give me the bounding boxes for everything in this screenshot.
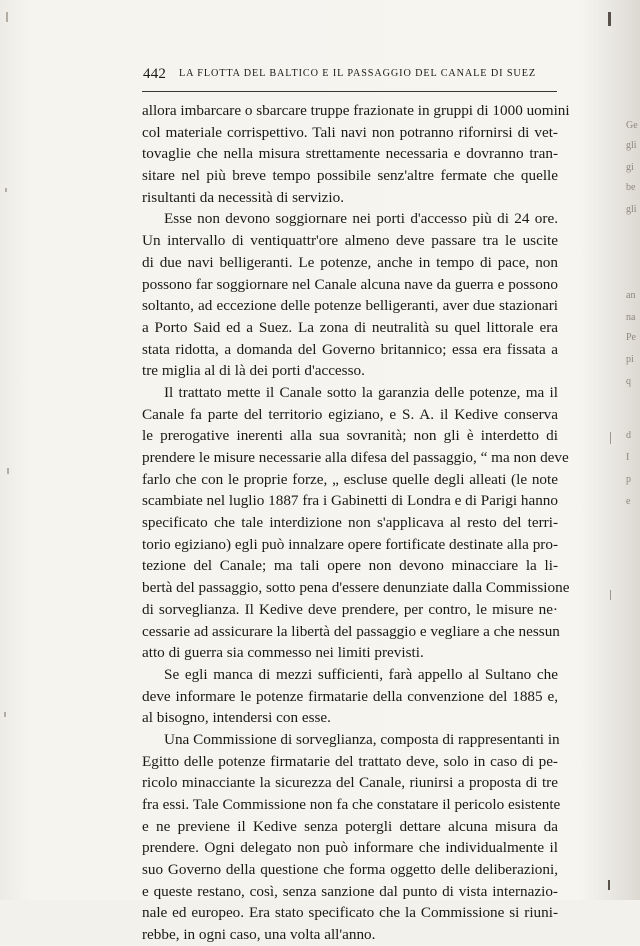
body-text <box>142 100 570 946</box>
text-line: farlo che con le proprie forze, „ escluse quelle degli alleati (le note <box>142 470 558 488</box>
bleed-fragment: Ge <box>626 120 638 131</box>
text-line: atto di guerra sia commesso nei limiti previsti. <box>142 644 424 662</box>
bleed-fragment: gli <box>626 140 637 151</box>
bleed-fragment: d <box>626 430 631 441</box>
text-line: di due navi belligeranti. Le potenze, anche in tempo di pace, non <box>142 253 558 271</box>
text-line: nale ed europeo. Era stato specificato che la Commissione si riuni- <box>142 904 558 922</box>
bleed-fragment: pi <box>626 354 634 365</box>
text-line: di sorveglianza. Il Kedive deve prendere, per contro, le misure ne· <box>142 600 558 618</box>
text-line: ricolo minacciante la sicurezza del Canale, riunirsi a proposta di tre <box>142 774 558 792</box>
bleed-fragment: be <box>626 182 636 193</box>
text-line: risultanti da necessità di servizio. <box>142 188 345 206</box>
text-line: Egitto delle potenze firmatarie del trattato deve, solo in caso di pe- <box>142 752 558 770</box>
text-line: le prerogative inerenti alla sua sovranità; non gli è interdetto di <box>142 427 558 445</box>
page-number: 442 <box>143 66 167 82</box>
bleed-fragment: e <box>626 496 631 507</box>
text-line: deve informare le potenze firmatarie della convenzione del 1885 e, <box>142 687 558 705</box>
text-line: Esse non devono soggiornare nei porti d'accesso più di 24 ore. <box>164 210 558 228</box>
text-line: col materiale corrispettivo. Tali navi non potranno rifornirsi di vet- <box>142 123 558 141</box>
facing-page-bleed <box>626 110 640 870</box>
text-line: prendere le misure necessarie alla difesa del passaggio, “ ma non deve <box>142 449 569 466</box>
bleed-fragment: na <box>626 312 636 323</box>
text-line: rebbe, in ogni caso, una volta all'anno. <box>142 926 376 944</box>
paragraph <box>142 664 558 729</box>
bleed-fragment: I <box>626 452 630 463</box>
text-line: prendere. Ogni delegato non può informare che individualmente il <box>142 839 558 857</box>
header-rule <box>142 91 557 92</box>
text-line: bertà del passaggio, sotto pena d'essere denunziate dalla Commissione <box>142 579 570 597</box>
text-line: specificato che tale interdizione non s'applicava al resto del terri- <box>142 514 558 532</box>
text-line: possono far soggiornare nel Canale alcuna nave da guerra e possono <box>142 275 558 293</box>
paragraph <box>142 729 561 946</box>
bleed-fragment: gi <box>626 162 634 173</box>
text-line: fra essi. Tale Commissione non fa che constatare il pericolo esistente <box>142 796 561 813</box>
text-line: Una Commissione di sorveglianza, composta di rappresentanti in <box>164 730 560 748</box>
text-line: e queste restano, così, senza sanzione dal punto di vista internazio- <box>142 882 558 900</box>
text-line: tezione del Canale; ma tali opere non devono minacciare la li- <box>142 557 558 575</box>
text-line: Se egli manca di mezzi sufficienti, farà appello al Sultano che <box>164 665 558 683</box>
text-line: al bisogno, intendersi con esse. <box>142 709 331 727</box>
text-line: soltanto, ad eccezione delle potenze belligeranti, aver due stazionari <box>142 297 558 315</box>
text-line: sitare nel più breve tempo possibile senz'altre fermate che quelle <box>142 167 558 185</box>
text-line: suo Governo della questione che forma oggetto delle deliberazioni, <box>142 861 558 879</box>
text-line: allora imbarcare o sbarcare truppe frazionate in gruppi di 1000 uomini <box>142 102 570 119</box>
bleed-fragment: Pe <box>626 332 636 343</box>
paragraph <box>142 208 558 382</box>
left-gutter-specks <box>0 0 14 900</box>
text-line: Un intervallo di ventiquattr'ore almeno deve passare tra le uscite <box>142 232 558 250</box>
text-line: torio egiziano) egli può innalzare opere fortificate destinate alla pro- <box>142 535 558 553</box>
bleed-fragment: q <box>626 376 631 387</box>
bleed-fragment: an <box>626 290 636 301</box>
text-line: Canale fa parte del territorio egiziano, e S. A. il Kedive conserva <box>142 405 558 423</box>
paragraph <box>142 382 570 664</box>
running-title: LA FLOTTA DEL BALTICO E IL PASSAGGIO DEL CANALE DI SUEZ <box>179 68 536 79</box>
text-line: tovaglie che nella misura strettamente necessaria e dovranno tran- <box>142 145 558 163</box>
paragraph <box>142 100 570 208</box>
text-line: stata ridotta, a domanda del Governo britannico; essa era fissata a <box>142 340 558 358</box>
running-header <box>143 66 557 86</box>
text-line: scambiate nel luglio 1887 fra i Gabinetti di Londra e di Parigi hanno <box>142 492 558 510</box>
bleed-fragment: p <box>626 474 631 485</box>
text-line: a Porto Said ed a Suez. La zona di neutralità su quel littorale era <box>142 318 558 336</box>
bleed-fragment: gli <box>626 204 637 215</box>
text-line: cessarie ad assicurare la libertà del passaggio e vegliare a che nessun <box>142 622 560 640</box>
text-line: tre miglia al di là dei porti d'accesso. <box>142 362 365 380</box>
text-line: Il trattato mette il Canale sotto la garanzia delle potenze, ma il <box>164 383 558 401</box>
text-line: e ne previene il Kedive senza potergli dettare alcuna misura da <box>142 817 558 835</box>
